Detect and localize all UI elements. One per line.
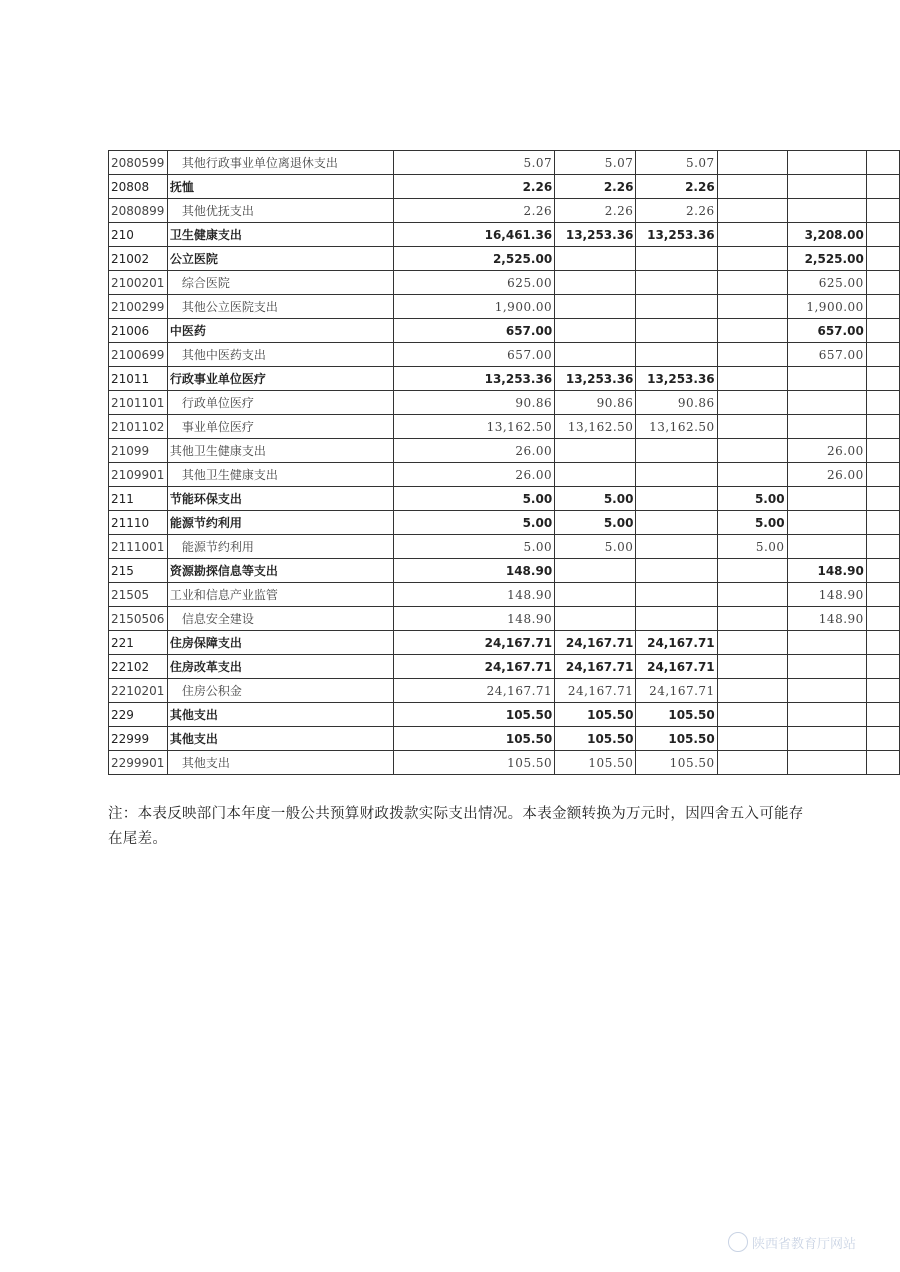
table-body xyxy=(109,151,900,775)
cell-v3: 24,167.71 xyxy=(636,655,717,679)
cell-name: 节能环保支出 xyxy=(167,487,393,511)
cell-v2: 105.50 xyxy=(555,703,636,727)
table-row xyxy=(109,247,900,271)
watermark-logo-icon xyxy=(728,1232,748,1252)
cell-v1: 5.00 xyxy=(394,487,555,511)
cell-name: 住房改革支出 xyxy=(167,655,393,679)
cell-v5 xyxy=(787,367,866,391)
cell-v5 xyxy=(787,175,866,199)
cell-v1: 2.26 xyxy=(394,175,555,199)
cell-v3 xyxy=(636,439,717,463)
table-row xyxy=(109,439,900,463)
cell-v4 xyxy=(717,199,787,223)
cell-v5 xyxy=(787,751,866,775)
cell-v2: 13,162.50 xyxy=(555,415,636,439)
cell-v1: 105.50 xyxy=(394,703,555,727)
cell-v2: 105.50 xyxy=(555,751,636,775)
cell-v4 xyxy=(717,655,787,679)
table-row xyxy=(109,343,900,367)
cell-v2 xyxy=(555,439,636,463)
cell-code: 229 xyxy=(109,703,168,727)
cell-v4 xyxy=(717,679,787,703)
cell-v4 xyxy=(717,463,787,487)
cell-v6 xyxy=(866,751,899,775)
cell-v2: 5.00 xyxy=(555,487,636,511)
cell-v1: 1,900.00 xyxy=(394,295,555,319)
cell-v3 xyxy=(636,511,717,535)
cell-v6 xyxy=(866,655,899,679)
watermark xyxy=(728,1232,856,1252)
cell-code: 221 xyxy=(109,631,168,655)
cell-v6 xyxy=(866,175,899,199)
cell-code: 21110 xyxy=(109,511,168,535)
table-row xyxy=(109,487,900,511)
cell-v5: 625.00 xyxy=(787,271,866,295)
cell-name: 综合医院 xyxy=(167,271,393,295)
cell-v4 xyxy=(717,295,787,319)
cell-v5: 657.00 xyxy=(787,319,866,343)
table-row xyxy=(109,271,900,295)
cell-v2: 90.86 xyxy=(555,391,636,415)
cell-code: 2080899 xyxy=(109,199,168,223)
cell-v6 xyxy=(866,535,899,559)
cell-name: 其他支出 xyxy=(167,703,393,727)
cell-v4 xyxy=(717,151,787,175)
cell-v6 xyxy=(866,319,899,343)
cell-name: 行政事业单位医疗 xyxy=(167,367,393,391)
cell-v6 xyxy=(866,151,899,175)
cell-v6 xyxy=(866,415,899,439)
cell-code: 2080599 xyxy=(109,151,168,175)
cell-v5: 148.90 xyxy=(787,607,866,631)
cell-v1: 657.00 xyxy=(394,343,555,367)
cell-code: 21505 xyxy=(109,583,168,607)
cell-v5 xyxy=(787,655,866,679)
cell-v2 xyxy=(555,559,636,583)
cell-v6 xyxy=(866,583,899,607)
cell-v3 xyxy=(636,559,717,583)
cell-v1: 2.26 xyxy=(394,199,555,223)
cell-v1: 24,167.71 xyxy=(394,655,555,679)
cell-name: 其他优抚支出 xyxy=(167,199,393,223)
cell-v5: 657.00 xyxy=(787,343,866,367)
cell-v4 xyxy=(717,631,787,655)
cell-v4 xyxy=(717,319,787,343)
cell-code: 2150506 xyxy=(109,607,168,631)
cell-v5: 26.00 xyxy=(787,439,866,463)
cell-v4 xyxy=(717,247,787,271)
cell-v1: 13,162.50 xyxy=(394,415,555,439)
cell-v5 xyxy=(787,511,866,535)
cell-v4: 5.00 xyxy=(717,511,787,535)
table-row xyxy=(109,655,900,679)
cell-v1: 90.86 xyxy=(394,391,555,415)
cell-v3 xyxy=(636,343,717,367)
cell-name: 工业和信息产业监管 xyxy=(167,583,393,607)
cell-v1: 24,167.71 xyxy=(394,679,555,703)
cell-name: 抚恤 xyxy=(167,175,393,199)
cell-v6 xyxy=(866,511,899,535)
cell-code: 22999 xyxy=(109,727,168,751)
cell-v5 xyxy=(787,631,866,655)
cell-v4: 5.00 xyxy=(717,535,787,559)
cell-v4 xyxy=(717,703,787,727)
cell-code: 21011 xyxy=(109,367,168,391)
cell-v4 xyxy=(717,271,787,295)
cell-v5 xyxy=(787,151,866,175)
cell-code: 2210201 xyxy=(109,679,168,703)
cell-name: 资源勘探信息等支出 xyxy=(167,559,393,583)
cell-v1: 5.00 xyxy=(394,535,555,559)
cell-v6 xyxy=(866,727,899,751)
cell-v6 xyxy=(866,391,899,415)
cell-v2: 5.00 xyxy=(555,535,636,559)
cell-v5 xyxy=(787,391,866,415)
cell-v4: 5.00 xyxy=(717,487,787,511)
cell-v5 xyxy=(787,679,866,703)
cell-code: 215 xyxy=(109,559,168,583)
cell-v6 xyxy=(866,559,899,583)
cell-v1: 625.00 xyxy=(394,271,555,295)
cell-v2 xyxy=(555,247,636,271)
cell-v2: 5.00 xyxy=(555,511,636,535)
cell-code: 2299901 xyxy=(109,751,168,775)
table-row xyxy=(109,295,900,319)
cell-code: 20808 xyxy=(109,175,168,199)
cell-v1: 148.90 xyxy=(394,583,555,607)
cell-v3: 24,167.71 xyxy=(636,631,717,655)
cell-code: 2100201 xyxy=(109,271,168,295)
cell-v3 xyxy=(636,535,717,559)
cell-v5: 26.00 xyxy=(787,463,866,487)
cell-v4 xyxy=(717,751,787,775)
cell-v4 xyxy=(717,415,787,439)
cell-code: 2100299 xyxy=(109,295,168,319)
cell-v2: 2.26 xyxy=(555,199,636,223)
cell-v4 xyxy=(717,175,787,199)
cell-v3: 13,162.50 xyxy=(636,415,717,439)
cell-v2 xyxy=(555,295,636,319)
cell-name: 能源节约利用 xyxy=(167,511,393,535)
cell-v6 xyxy=(866,631,899,655)
cell-v1: 16,461.36 xyxy=(394,223,555,247)
cell-name: 其他中医药支出 xyxy=(167,343,393,367)
cell-code: 21002 xyxy=(109,247,168,271)
cell-v2 xyxy=(555,583,636,607)
cell-v2: 2.26 xyxy=(555,175,636,199)
cell-v5 xyxy=(787,727,866,751)
cell-v2 xyxy=(555,319,636,343)
cell-v3 xyxy=(636,487,717,511)
table-row xyxy=(109,703,900,727)
cell-v1: 148.90 xyxy=(394,607,555,631)
table-row xyxy=(109,367,900,391)
cell-code: 21099 xyxy=(109,439,168,463)
cell-v3 xyxy=(636,463,717,487)
table-row xyxy=(109,319,900,343)
cell-v1: 105.50 xyxy=(394,751,555,775)
cell-name: 其他公立医院支出 xyxy=(167,295,393,319)
cell-code: 210 xyxy=(109,223,168,247)
cell-v1: 105.50 xyxy=(394,727,555,751)
cell-v6 xyxy=(866,367,899,391)
cell-v1: 13,253.36 xyxy=(394,367,555,391)
cell-v6 xyxy=(866,679,899,703)
cell-v3: 105.50 xyxy=(636,727,717,751)
cell-code: 2101101 xyxy=(109,391,168,415)
cell-v1: 26.00 xyxy=(394,439,555,463)
table-row xyxy=(109,199,900,223)
table-row xyxy=(109,463,900,487)
cell-v6 xyxy=(866,295,899,319)
cell-v3: 2.26 xyxy=(636,199,717,223)
cell-v6 xyxy=(866,343,899,367)
cell-v3 xyxy=(636,319,717,343)
cell-v2: 105.50 xyxy=(555,727,636,751)
cell-v1: 148.90 xyxy=(394,559,555,583)
cell-code: 21006 xyxy=(109,319,168,343)
cell-v3 xyxy=(636,271,717,295)
cell-name: 其他卫生健康支出 xyxy=(167,439,393,463)
cell-v5 xyxy=(787,199,866,223)
watermark-text: 陕西省教育厅网站 xyxy=(752,1236,857,1252)
cell-v5 xyxy=(787,415,866,439)
cell-v6 xyxy=(866,247,899,271)
cell-v2: 5.07 xyxy=(555,151,636,175)
cell-v3 xyxy=(636,295,717,319)
cell-name: 其他行政事业单位离退休支出 xyxy=(167,151,393,175)
cell-v3: 24,167.71 xyxy=(636,679,717,703)
cell-name: 公立医院 xyxy=(167,247,393,271)
cell-v3: 13,253.36 xyxy=(636,223,717,247)
cell-name: 事业单位医疗 xyxy=(167,415,393,439)
cell-v5 xyxy=(787,703,866,727)
cell-v2: 24,167.71 xyxy=(555,679,636,703)
cell-v3: 2.26 xyxy=(636,175,717,199)
expenditure-table xyxy=(108,150,900,775)
cell-name: 能源节约利用 xyxy=(167,535,393,559)
cell-v6 xyxy=(866,199,899,223)
cell-name: 行政单位医疗 xyxy=(167,391,393,415)
cell-v3 xyxy=(636,247,717,271)
cell-v4 xyxy=(717,727,787,751)
cell-name: 住房保障支出 xyxy=(167,631,393,655)
cell-code: 211 xyxy=(109,487,168,511)
cell-name: 其他卫生健康支出 xyxy=(167,463,393,487)
cell-v1: 5.00 xyxy=(394,511,555,535)
cell-v2: 13,253.36 xyxy=(555,367,636,391)
table-row xyxy=(109,559,900,583)
cell-v6 xyxy=(866,607,899,631)
table-row xyxy=(109,175,900,199)
cell-v5 xyxy=(787,535,866,559)
cell-v2 xyxy=(555,463,636,487)
cell-v3: 90.86 xyxy=(636,391,717,415)
table-row xyxy=(109,583,900,607)
cell-v1: 657.00 xyxy=(394,319,555,343)
table-row xyxy=(109,631,900,655)
cell-v5: 148.90 xyxy=(787,583,866,607)
cell-v2: 24,167.71 xyxy=(555,631,636,655)
cell-v2: 24,167.71 xyxy=(555,655,636,679)
cell-name: 信息安全建设 xyxy=(167,607,393,631)
cell-v4 xyxy=(717,583,787,607)
cell-v1: 24,167.71 xyxy=(394,631,555,655)
table-row xyxy=(109,415,900,439)
cell-code: 2101102 xyxy=(109,415,168,439)
cell-v4 xyxy=(717,343,787,367)
cell-v3 xyxy=(636,583,717,607)
cell-name: 其他支出 xyxy=(167,751,393,775)
cell-v6 xyxy=(866,487,899,511)
cell-v3: 105.50 xyxy=(636,751,717,775)
cell-v2 xyxy=(555,607,636,631)
cell-v5: 1,900.00 xyxy=(787,295,866,319)
cell-v4 xyxy=(717,367,787,391)
table-row xyxy=(109,751,900,775)
table-row xyxy=(109,511,900,535)
table-row xyxy=(109,223,900,247)
cell-v2 xyxy=(555,343,636,367)
cell-v6 xyxy=(866,439,899,463)
cell-v5 xyxy=(787,487,866,511)
cell-name: 其他支出 xyxy=(167,727,393,751)
cell-v4 xyxy=(717,559,787,583)
cell-v6 xyxy=(866,223,899,247)
table-row xyxy=(109,535,900,559)
cell-v3 xyxy=(636,607,717,631)
cell-v4 xyxy=(717,223,787,247)
cell-code: 22102 xyxy=(109,655,168,679)
table-row xyxy=(109,727,900,751)
cell-v3: 105.50 xyxy=(636,703,717,727)
cell-v3: 5.07 xyxy=(636,151,717,175)
cell-name: 卫生健康支出 xyxy=(167,223,393,247)
cell-v2: 13,253.36 xyxy=(555,223,636,247)
cell-v6 xyxy=(866,703,899,727)
table-note: 注：本表反映部门本年度一般公共预算财政拨款实际支出情况。本表金额转换为万元时，因四舍五入可能存在尾差。 xyxy=(108,806,804,847)
table-row xyxy=(109,679,900,703)
cell-v3: 13,253.36 xyxy=(636,367,717,391)
cell-v5: 2,525.00 xyxy=(787,247,866,271)
cell-v4 xyxy=(717,439,787,463)
cell-v5: 148.90 xyxy=(787,559,866,583)
cell-v6 xyxy=(866,271,899,295)
cell-name: 住房公积金 xyxy=(167,679,393,703)
cell-v4 xyxy=(717,391,787,415)
cell-code: 2100699 xyxy=(109,343,168,367)
cell-v1: 26.00 xyxy=(394,463,555,487)
cell-v1: 2,525.00 xyxy=(394,247,555,271)
table-row xyxy=(109,607,900,631)
cell-v5: 3,208.00 xyxy=(787,223,866,247)
cell-v2 xyxy=(555,271,636,295)
cell-name: 中医药 xyxy=(167,319,393,343)
cell-v1: 5.07 xyxy=(394,151,555,175)
cell-code: 2111001 xyxy=(109,535,168,559)
table-row xyxy=(109,151,900,175)
table-row xyxy=(109,391,900,415)
cell-v6 xyxy=(866,463,899,487)
cell-v4 xyxy=(717,607,787,631)
cell-code: 2109901 xyxy=(109,463,168,487)
